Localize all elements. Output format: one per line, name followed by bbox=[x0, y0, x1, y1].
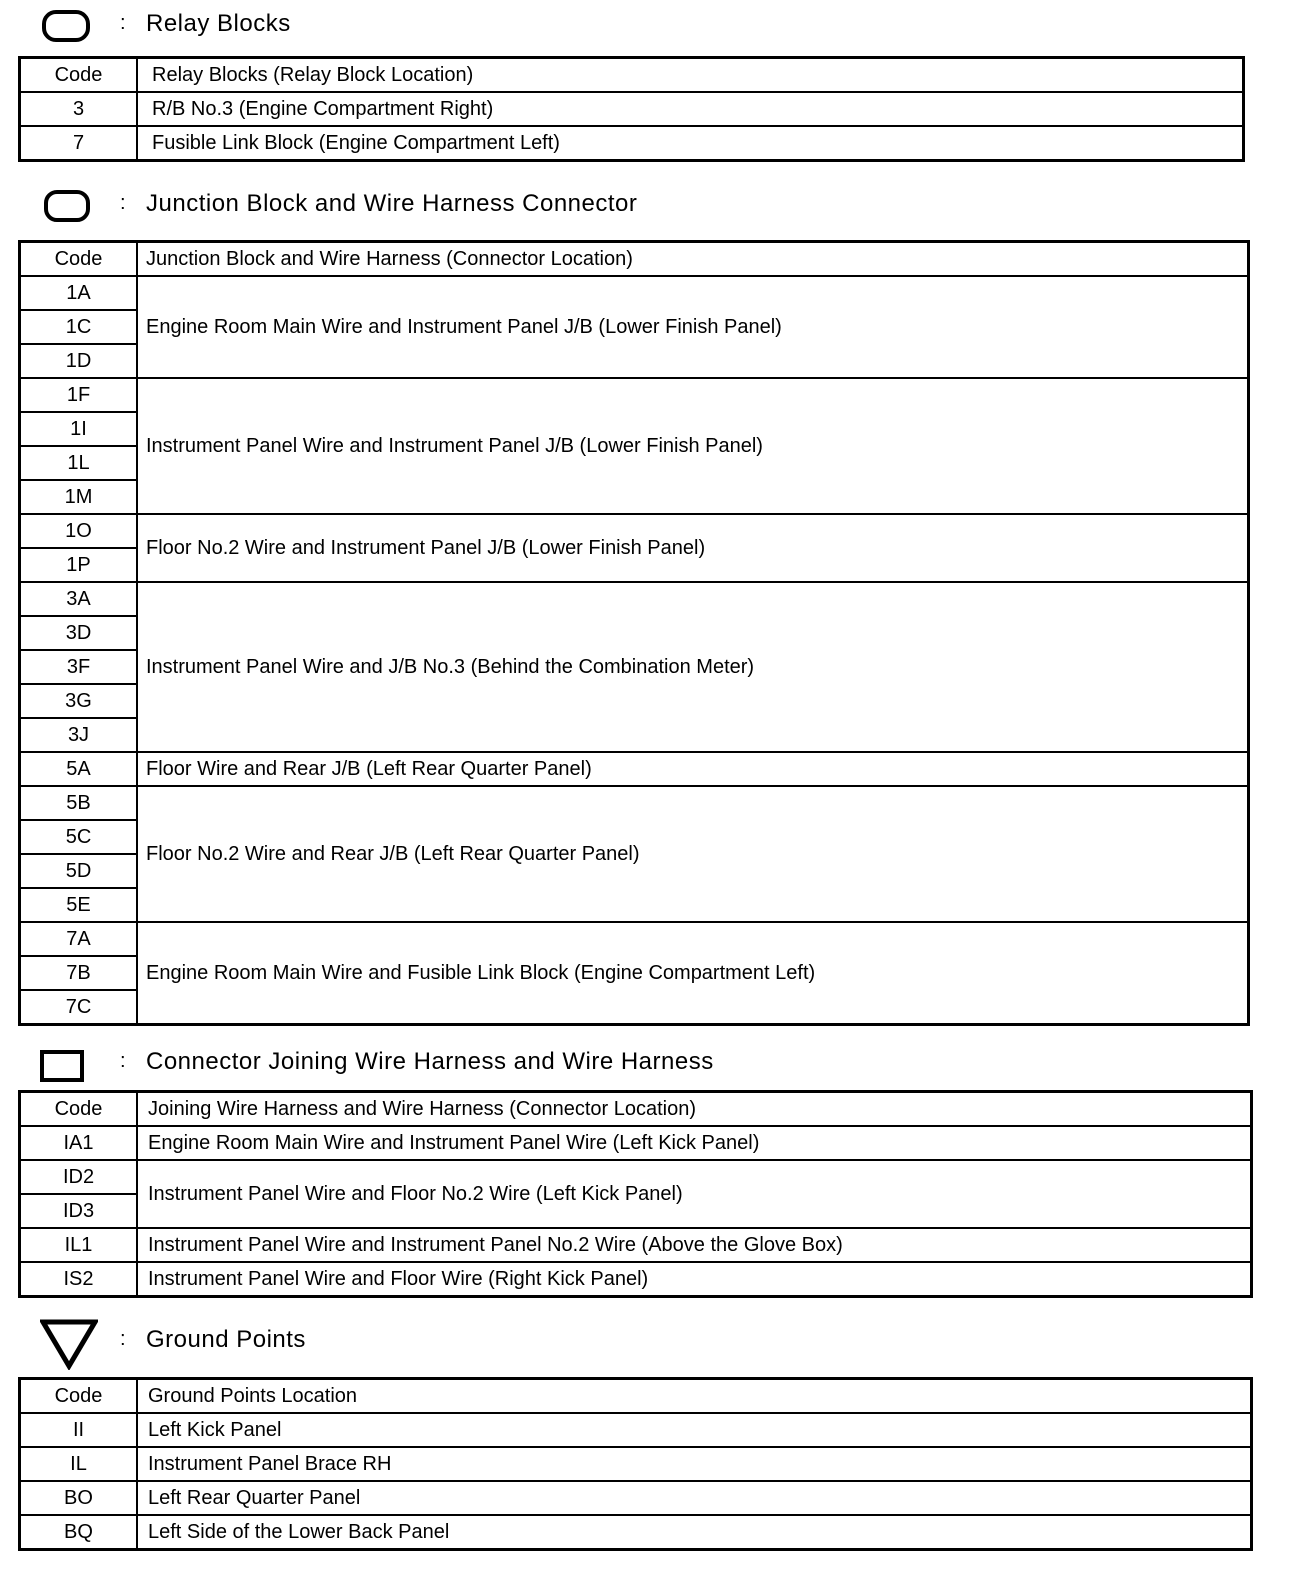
code-cell: IA1 bbox=[20, 1126, 138, 1160]
table-header-row bbox=[20, 242, 1249, 277]
location-column-header: Junction Block and Wire Harness (Connector Location) bbox=[137, 242, 1249, 277]
table-row bbox=[20, 1126, 1252, 1160]
code-cell: 5C bbox=[20, 820, 138, 854]
colon: : bbox=[120, 12, 126, 34]
code-cell: 1P bbox=[20, 548, 138, 582]
code-cell: IL1 bbox=[20, 1228, 138, 1262]
code-cell: 7B bbox=[20, 956, 138, 990]
table-header-row bbox=[20, 1379, 1252, 1414]
table-row bbox=[20, 1228, 1252, 1262]
location-cell: Left Side of the Lower Back Panel bbox=[137, 1515, 1252, 1550]
code-cell: 1C bbox=[20, 310, 138, 344]
code-cell: 1I bbox=[20, 412, 138, 446]
code-cell: 7A bbox=[20, 922, 138, 956]
ground-point-triangle-icon bbox=[40, 1318, 98, 1370]
colon: : bbox=[120, 1050, 126, 1072]
table-header-row bbox=[20, 1092, 1252, 1127]
code-cell: 3D bbox=[20, 616, 138, 650]
code-column-header: Code bbox=[20, 1379, 138, 1414]
table-row bbox=[20, 922, 1249, 956]
code-cell: 7 bbox=[20, 126, 138, 161]
location-cell: Floor No.2 Wire and Instrument Panel J/B (Lower Finish Panel) bbox=[137, 514, 1249, 582]
connector-table bbox=[18, 1090, 1253, 1298]
location-cell: Instrument Panel Wire and Floor Wire (Right Kick Panel) bbox=[137, 1262, 1252, 1297]
connector-title: Connector Joining Wire Harness and Wire Harness bbox=[146, 1048, 714, 1075]
code-cell: II bbox=[20, 1413, 138, 1447]
table-row bbox=[20, 92, 1244, 126]
location-cell: Instrument Panel Brace RH bbox=[137, 1447, 1252, 1481]
table-header-row bbox=[20, 58, 1244, 93]
table-row bbox=[20, 1481, 1252, 1515]
code-column-header: Code bbox=[20, 1092, 138, 1127]
location-column-header: Joining Wire Harness and Wire Harness (Connector Location) bbox=[137, 1092, 1252, 1127]
table-row bbox=[20, 378, 1249, 412]
code-cell: IL bbox=[20, 1447, 138, 1481]
code-cell: 3A bbox=[20, 582, 138, 616]
location-cell: Fusible Link Block (Engine Compartment Left) bbox=[137, 126, 1244, 161]
location-cell: R/B No.3 (Engine Compartment Right) bbox=[137, 92, 1244, 126]
code-cell: ID3 bbox=[20, 1194, 138, 1228]
code-cell: 5B bbox=[20, 786, 138, 820]
code-cell: 1F bbox=[20, 378, 138, 412]
code-cell: ID2 bbox=[20, 1160, 138, 1194]
relay-blocks-title: Relay Blocks bbox=[146, 10, 291, 37]
location-column-header: Ground Points Location bbox=[137, 1379, 1252, 1414]
code-cell: 3 bbox=[20, 92, 138, 126]
table-row bbox=[20, 126, 1244, 161]
junction-block-symbol-icon bbox=[44, 190, 90, 222]
junction-block-title: Junction Block and Wire Harness Connector bbox=[146, 190, 638, 217]
location-cell: Floor No.2 Wire and Rear J/B (Left Rear Quarter Panel) bbox=[137, 786, 1249, 922]
location-cell: Instrument Panel Wire and Floor No.2 Wire (Left Kick Panel) bbox=[137, 1160, 1252, 1228]
code-cell: 3F bbox=[20, 650, 138, 684]
relay-blocks-table bbox=[18, 56, 1245, 162]
location-cell: Left Rear Quarter Panel bbox=[137, 1481, 1252, 1515]
code-cell: 5E bbox=[20, 888, 138, 922]
code-cell: 3G bbox=[20, 684, 138, 718]
code-cell: 5D bbox=[20, 854, 138, 888]
code-cell: 1O bbox=[20, 514, 138, 548]
table-row bbox=[20, 752, 1249, 786]
connector-symbol-icon bbox=[40, 1050, 84, 1082]
code-cell: 1M bbox=[20, 480, 138, 514]
table-row bbox=[20, 786, 1249, 820]
location-cell: Left Kick Panel bbox=[137, 1413, 1252, 1447]
colon: : bbox=[120, 192, 126, 214]
relay-block-symbol-icon bbox=[42, 10, 90, 42]
location-column-header: Relay Blocks (Relay Block Location) bbox=[137, 58, 1244, 93]
table-row bbox=[20, 1515, 1252, 1550]
table-row bbox=[20, 1413, 1252, 1447]
location-cell: Floor Wire and Rear J/B (Left Rear Quarter Panel) bbox=[137, 752, 1249, 786]
ground-points-table bbox=[18, 1377, 1253, 1551]
table-row bbox=[20, 276, 1249, 310]
code-cell: 1A bbox=[20, 276, 138, 310]
table-row bbox=[20, 514, 1249, 548]
location-cell: Instrument Panel Wire and Instrument Panel J/B (Lower Finish Panel) bbox=[137, 378, 1249, 514]
code-cell: BO bbox=[20, 1481, 138, 1515]
code-cell: 3J bbox=[20, 718, 138, 752]
location-cell: Instrument Panel Wire and J/B No.3 (Behind the Combination Meter) bbox=[137, 582, 1249, 752]
table-row bbox=[20, 1447, 1252, 1481]
location-cell: Instrument Panel Wire and Instrument Panel No.2 Wire (Above the Glove Box) bbox=[137, 1228, 1252, 1262]
table-row bbox=[20, 582, 1249, 616]
code-column-header: Code bbox=[20, 58, 138, 93]
code-column-header: Code bbox=[20, 242, 138, 277]
code-cell: 5A bbox=[20, 752, 138, 786]
junction-block-table bbox=[18, 240, 1250, 1026]
code-cell: 7C bbox=[20, 990, 138, 1025]
table-row bbox=[20, 1262, 1252, 1297]
location-cell: Engine Room Main Wire and Fusible Link Block (Engine Compartment Left) bbox=[137, 922, 1249, 1025]
ground-points-title: Ground Points bbox=[146, 1326, 306, 1353]
code-cell: BQ bbox=[20, 1515, 138, 1550]
code-cell: 1D bbox=[20, 344, 138, 378]
location-cell: Engine Room Main Wire and Instrument Panel J/B (Lower Finish Panel) bbox=[137, 276, 1249, 378]
table-row bbox=[20, 1160, 1252, 1194]
code-cell: IS2 bbox=[20, 1262, 138, 1297]
colon: : bbox=[120, 1328, 126, 1350]
code-cell: 1L bbox=[20, 446, 138, 480]
location-cell: Engine Room Main Wire and Instrument Panel Wire (Left Kick Panel) bbox=[137, 1126, 1252, 1160]
